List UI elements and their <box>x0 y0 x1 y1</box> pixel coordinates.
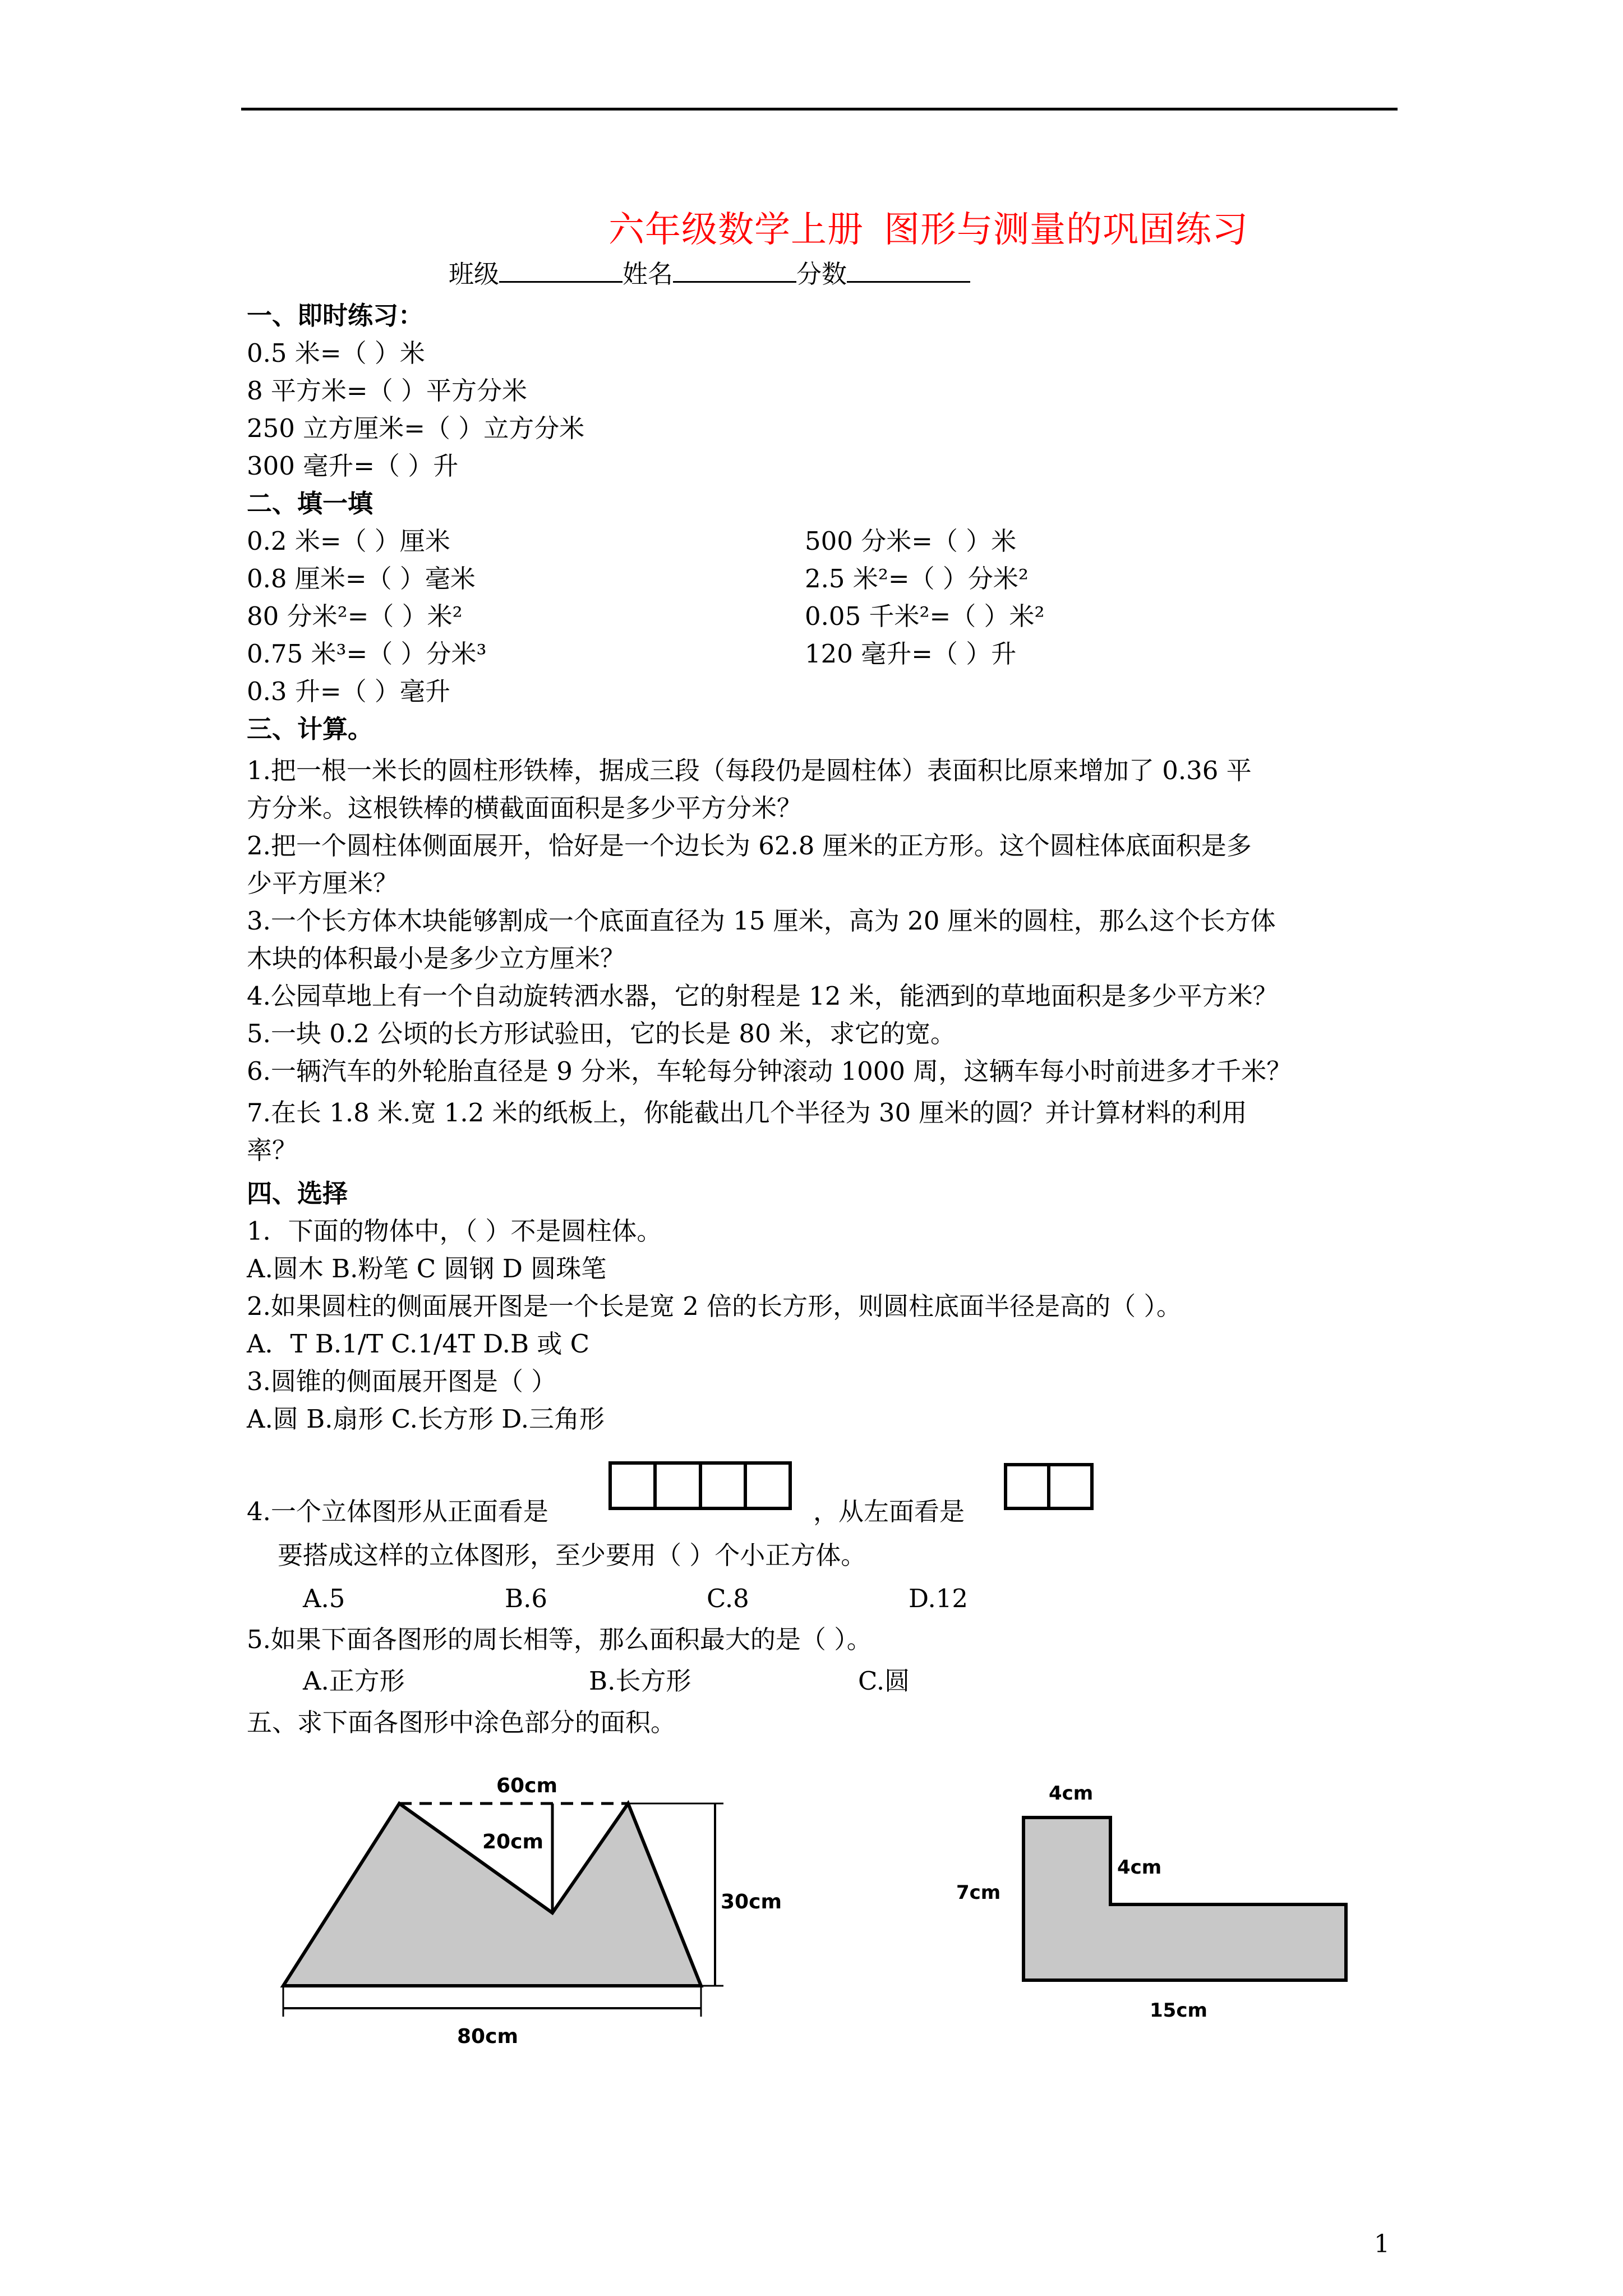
label-80cm: 80cm <box>457 2025 518 2048</box>
s4-q2-options: A．T B.1/T C.1/4T D.B 或 C <box>247 1329 590 1359</box>
class-blank[interactable] <box>499 256 623 283</box>
label-30cm: 30cm <box>721 1890 782 1913</box>
s2-row <box>247 562 1029 596</box>
s4-q5: 5.如果下面各图形的周长相等，那么面积最大的是（ ）。 <box>247 1625 872 1654</box>
s3-line: 方分米。这根铁棒的横截面面积是多少平方分米？ <box>247 793 803 823</box>
s2-item-left: 0.75 米³=（ ）分米³ <box>247 639 487 669</box>
s4-q4-line2: 要搭成这样的立体图形，至少要用（ ）个小正方体。 <box>278 1540 866 1570</box>
s3-line: 2.把一个圆柱体侧面展开，恰好是一个边长为 62.8 厘米的正方形。这个圆柱体底面积是多 <box>247 831 1252 861</box>
s2-item-right: 0.05 千米²=（ ）米² <box>805 601 1045 631</box>
student-info-line <box>449 256 970 291</box>
s2-row <box>247 524 1017 558</box>
section-4-heading: 四、选择 <box>247 1179 348 1208</box>
s2-item-left: 0.3 升=（ ）毫升 <box>247 677 450 706</box>
s1-item: 300 毫升=（ ）升 <box>247 451 459 481</box>
s4-q1-options: A.圆木 B.粉笔 C 圆钢 D 圆珠笔 <box>247 1254 607 1283</box>
shaded-triangle-figure <box>269 1761 808 2059</box>
s2-item-left: 80 分米²=（ ）米² <box>247 601 463 631</box>
s4-q4-option: B.6 <box>505 1584 548 1613</box>
s3-line: 4.公园草地上有一个自动旋转洒水器，它的射程是 12 米，能洒到的草地面积是多少平方米？ <box>247 981 1278 1011</box>
section-5-heading: 五、求下面各图形中涂色部分的面积。 <box>247 1708 676 1737</box>
section-1-heading: 一、即时练习： <box>247 301 424 330</box>
s4-q5-option: B.长方形 <box>589 1666 691 1696</box>
s2-row <box>247 637 1017 671</box>
s2-item-right: 2.5 米²=（ ）分米² <box>805 564 1029 593</box>
score-label: 分数 <box>796 259 847 289</box>
s3-line: 1.把一根一米长的圆柱形铁棒，据成三段（每段仍是圆柱体）表面积比原来增加了 0.36 平 <box>247 756 1252 785</box>
label-7cm: 7cm <box>956 1881 1001 1904</box>
s4-q4-option: D.12 <box>909 1584 969 1613</box>
s3-line: 6.一辆汽车的外轮胎直径是 9 分米，车轮每分钟滚动 1000 周，这辆车每小时前进多才千米？ <box>247 1056 1292 1086</box>
s4-q3: 3.圆锥的侧面展开图是（ ） <box>247 1366 557 1396</box>
s3-line: 木块的体积最小是多少立方厘米？ <box>247 944 626 973</box>
s1-item: 8 平方米=（ ）平方分米 <box>247 376 527 406</box>
label-15cm: 15cm <box>1150 1999 1207 2019</box>
score-blank[interactable] <box>847 256 970 283</box>
s4-q4-front-text: 4.一个立体图形从正面看是 <box>247 1497 548 1526</box>
s3-line: 3.一个长方体木块能够割成一个底面直径为 15 厘米，高为 20 厘米的圆柱，那么这个长方体 <box>247 906 1276 936</box>
left-view-figure <box>1004 1463 1094 1510</box>
l-shape-figure <box>948 1773 1363 2019</box>
s2-item-right: 500 分米=（ ）米 <box>805 526 1017 556</box>
top-rule <box>241 108 1398 111</box>
s2-item-right: 120 毫升=（ ）升 <box>805 639 1017 669</box>
s4-q4-option: C.8 <box>707 1584 749 1613</box>
s4-q5-option: A.正方形 <box>303 1666 405 1696</box>
s3-line: 率？ <box>247 1135 298 1165</box>
l-shape-region <box>1023 1818 1346 1980</box>
s4-q4-left-text: ，从左面看是 <box>813 1497 965 1526</box>
page-number: 1 <box>1374 2230 1390 2258</box>
s2-row <box>247 600 1045 633</box>
s4-q3-options: A.圆 B.扇形 C.长方形 D.三角形 <box>247 1404 605 1434</box>
s3-line: 少平方厘米？ <box>247 868 399 898</box>
s1-item: 250 立方厘米=（ ）立方分米 <box>247 413 585 443</box>
s4-q2: 2.如果圆柱的侧面展开图是一个长是宽 2 倍的长方形，则圆柱底面半径是高的（ ）。 <box>247 1291 1182 1321</box>
section-3-heading: 三、计算。 <box>247 714 374 744</box>
s2-item-left: 0.2 米=（ ）厘米 <box>247 526 450 556</box>
s4-q1: 1．下面的物体中，（ ）不是圆柱体。 <box>247 1216 662 1246</box>
s2-row <box>247 675 920 708</box>
s2-item-left: 0.8 厘米=（ ）毫米 <box>247 564 476 593</box>
label-60cm: 60cm <box>496 1774 557 1797</box>
page-title: 六年级数学上册 图形与测量的巩固练习 <box>608 209 1248 251</box>
label-4cm-inner: 4cm <box>1117 1856 1162 1879</box>
name-label: 姓名 <box>623 259 674 289</box>
label-4cm-top: 4cm <box>1049 1782 1094 1805</box>
s4-q4-option: A.5 <box>303 1584 345 1613</box>
s1-item: 0.5 米=（ ）米 <box>247 338 425 368</box>
s3-line: 7.在长 1.8 米.宽 1.2 米的纸板上，你能截出几个半径为 30 厘米的圆？并计算材料的利用 <box>247 1098 1247 1128</box>
front-view-figure <box>608 1461 792 1510</box>
label-20cm: 20cm <box>482 1830 543 1853</box>
section-2-heading: 二、填一填 <box>247 489 374 518</box>
s3-line: 5.一块 0.2 公顷的长方形试验田，它的长是 80 米，求它的宽。 <box>247 1019 956 1048</box>
s4-q5-option: C.圆 <box>858 1666 910 1696</box>
name-blank[interactable] <box>673 256 796 283</box>
class-label: 班级 <box>449 259 500 289</box>
